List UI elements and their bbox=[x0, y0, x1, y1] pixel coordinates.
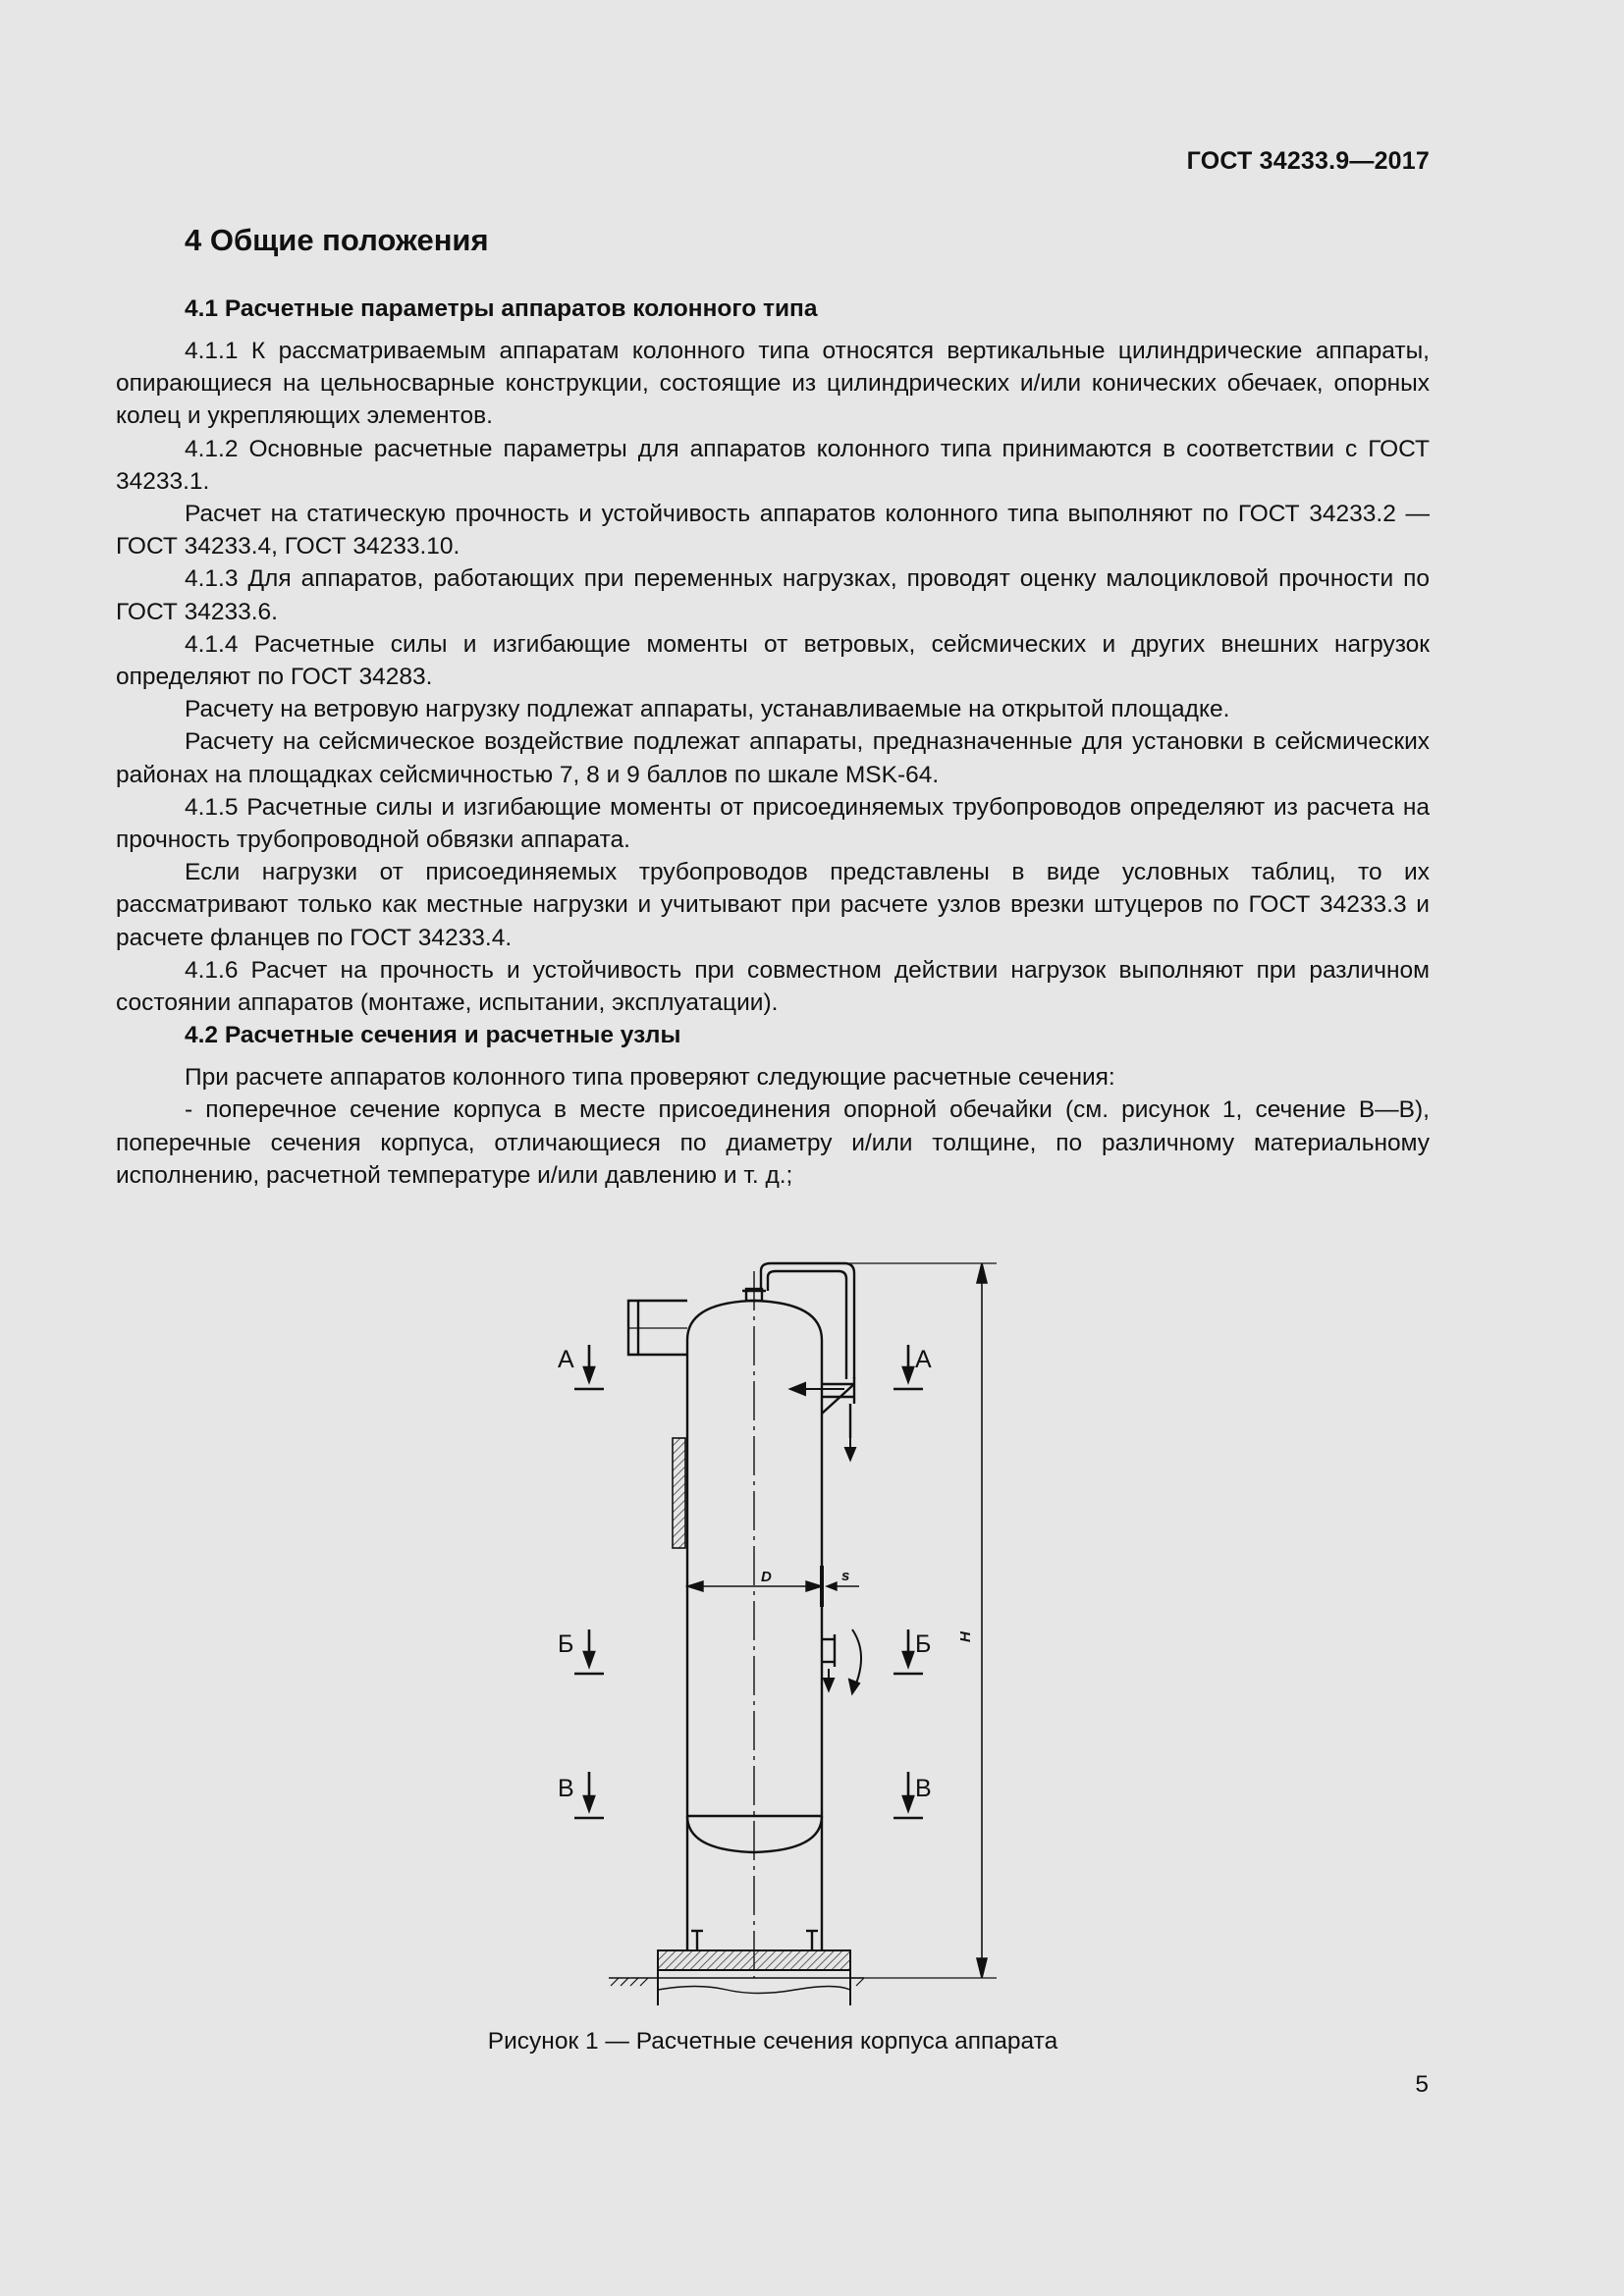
figure-caption: Рисунок 1 — Расчетные сечения корпуса аппарата bbox=[487, 2028, 1058, 2055]
standard-code: ГОСТ 34233.9—2017 bbox=[1186, 147, 1430, 175]
paragraph: 4.1.6 Расчет на прочность и устойчивость при совместном действии нагрузок выполняют при различном состоянии аппаратов (монтаже, испытании, эксплуатации). bbox=[116, 956, 1430, 1017]
paragraph: Расчету на ветровую нагрузку подлежат аппараты, устанавливаемые на открытой площадке. bbox=[185, 696, 1230, 723]
paragraph: Расчет на статическую прочность и устойчивость аппаратов колонного типа выполняют по ГОСТ 34233.2 — ГОСТ 34233.4, ГОСТ 34233.10. bbox=[116, 501, 1430, 561]
section-label-v-left: В bbox=[558, 1775, 574, 1802]
pipe-outer bbox=[761, 1263, 854, 1379]
page-content bbox=[116, 221, 1430, 1192]
figure-column-apparatus bbox=[550, 1252, 1021, 2007]
paragraph: 4.1.2 Основные расчетные параметры для аппаратов колонного типа принимаются в соответствии с ГОСТ 34233.1. bbox=[116, 435, 1430, 495]
paragraph: Если нагрузки от присоединяемых трубопроводов представлены в виде условных таблиц, то их рассматривают только как местные нагрузки и учитывают при расчете узлов врезки штуцеров по ГОСТ 34233.3 и расчете фланцев по ГОСТ 34233.4. bbox=[116, 859, 1430, 951]
section-label-b-right: Б bbox=[915, 1630, 932, 1658]
ground-hatching bbox=[611, 1978, 864, 1986]
section-label-a-left: А bbox=[558, 1346, 574, 1373]
pipe-inner bbox=[768, 1271, 846, 1379]
subsection-title-4-1: 4.1 Расчетные параметры аппаратов колонного типа bbox=[185, 295, 818, 322]
paragraph: Расчету на сейсмическое воздействие подлежат аппараты, предназначенные для установки в сейсмических районах на площадках сейсмичностью 7, 8 и 9 баллов по шкале MSK-64. bbox=[116, 728, 1430, 788]
dimension-label-h: H bbox=[957, 1631, 974, 1642]
section-title: 4 Общие положения bbox=[185, 223, 489, 257]
section-label-b-left: Б bbox=[558, 1630, 574, 1658]
section-label-a-right: А bbox=[915, 1346, 932, 1373]
subsection-title-4-2: 4.2 Расчетные сечения и расчетные узлы bbox=[185, 1022, 681, 1049]
side-hatched-element bbox=[673, 1438, 685, 1548]
apparatus-drawing bbox=[550, 1252, 1021, 2007]
paragraph: - поперечное сечение корпуса в месте присоединения опорной обечайки (см. рисунок 1, сечение В—В), поперечные сечения корпуса, отличающиеся по диаметру и/или толщине, по различному материальному исполнению, расчетной температуре и/или давлению и т. д.; bbox=[116, 1096, 1430, 1189]
section-label-v-right: В bbox=[915, 1775, 932, 1802]
paragraph: При расчете аппаратов колонного типа проверяют следующие расчетные сечения: bbox=[185, 1064, 1115, 1092]
dimension-label-s: s bbox=[841, 1568, 850, 1584]
dimension-label-d: D bbox=[761, 1569, 772, 1585]
paragraph: 4.1.4 Расчетные силы и изгибающие моменты от ветровых, сейсмических и других внешних нагрузок определяют по ГОСТ 34283. bbox=[116, 630, 1430, 691]
paragraph: 4.1.5 Расчетные силы и изгибающие моменты от присоединяемых трубопроводов определяют из расчета на прочность трубопроводной обвязки аппарата. bbox=[116, 793, 1430, 854]
paragraph: 4.1.3 Для аппаратов, работающих при переменных нагрузках, проводят оценку малоцикловой прочности по ГОСТ 34233.6. bbox=[116, 565, 1430, 625]
page-number: 5 bbox=[1415, 2071, 1429, 2098]
section-markers bbox=[574, 1345, 923, 1818]
paragraph: 4.1.1 К рассматриваемым аппаратам колонного типа относятся вертикальные цилиндрические аппараты, опирающиеся на цельносварные конструкции, состоящие из цилиндрических и/или конических обечаек, опорных колец и укрепляющих элементов. bbox=[116, 338, 1430, 430]
foundation-slab bbox=[658, 1950, 850, 1970]
